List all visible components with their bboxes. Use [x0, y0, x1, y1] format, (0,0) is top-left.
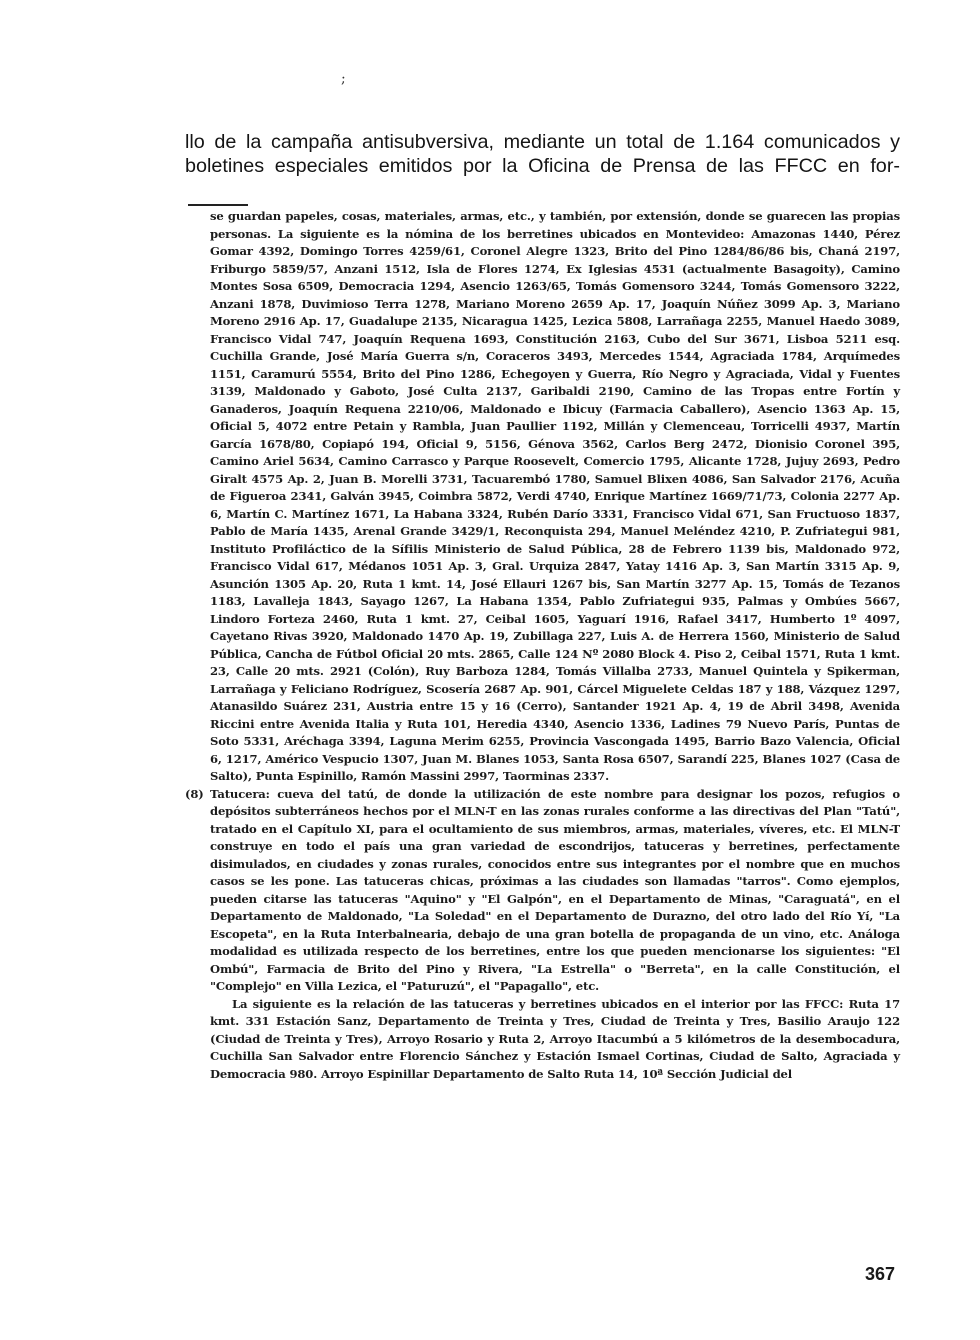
page-number: 367 — [865, 1264, 896, 1284]
footnote-8 — [185, 786, 900, 996]
footnote-rule — [188, 204, 248, 206]
footnote-8-text: Tatucera: cueva del tatú, de donde la utilización de este nombre para designar los pozos, refugios o depósitos subterráneos hechos por el MLN-T en las zonas rurales conforme a las directivas del Plan "Tatú", tratado en el Capítulo XI, para el ocultamiento de sus miembros, armas, materiales, víveres, etc. El MLN-T construye en todo el país una gran variedad de escondrijos, tatuceras y berretines, perfectamente disimulados, en ciudades y zonas rurales, conocidos entre sus integrantes por el nombre que en muchos casos se les pone. Las tatuceras chicas, próximas a las ciudades son llamadas "tarros". Como ejemplos, pueden citarse las tatuceras "Aquino" y "El Galpón", en el Departamento de Minas, "Caraguatá", en el Departamento de Maldonado, "La Soledad" en el Departamento de Durazno, del otro lado del Río Yí, "La Escopeta", en la Ruta Interbalnearia, debajo de una gran botella de propaganda de un vino, etc. Análoga modalidad es utilizada respecto de los berretines, entre los que pueden mencionarse los siguientes: "El Ombú", Farmacia de Brito del Pino y Rivera, "La Estrella" o "Berreta", en la calle Constitución, el "Complejo" en Villa Lezica, el "Paturuzú", el "Papagallo", etc. — [210, 786, 900, 993]
footnote-8-number: (8) — [185, 786, 204, 801]
footnote-8-paragraph-2: La siguiente es la relación de las tatuceras y berretines ubicados en el interior por las FFCC: Ruta 17 kmt. 331 Estación Sanz, Departamento de Treinta y Tres, Ciudad de Treinta y Tres, Basilio Araujo 122 (Ciudad de Treinta y Tres), Arroyo Rosario y Ruta 2, Arroyo Itacumbú a 5 kilómetros de la desembocadura, Cuchilla San Salvador entre Florencio Sánchez y Estación Ismael Cortinas, Ciudad de Salto, Agraciada y Democracia 980. Arroyo Espinillar Departamento de Salto Ruta 14, 10ª Sección Judicial del — [210, 996, 900, 1081]
body-text: llo de la campaña antisubversiva, mediante un total de 1.164 comunicados y boletines especiales emitidos por la Oficina de Prensa de las FFCC en for- — [185, 131, 900, 177]
footnote-continuation: se guardan papeles, cosas, materiales, armas, etc., y también, por extensión, donde se guarecen las propias personas. La siguiente es la nómina de los berretines ubicados en Montevideo: Amazonas 1440, Pérez Gomar 4392, Domingo Torres 4259/61, Coronel Alegre 1323, Brito del Pino 1284/86/86 bis, Chaná 2197, Friburgo 5859/57, Anzani 1512, Isla de Flores 1274, Ex Iglesias 4531 (actualmente Basagoity), Camino Montes Sosa 6509, Democracia 1294, Asencio 1263/65, Tomás Gomensoro 3244, Tomás Gomensoro 3222, Anzani 1878, Duvimioso Terra 1278, Mariano Moreno 2659 Ap. 17, Joaquín Núñez 3099 Ap. 3, Mariano Moreno 2916 Ap. 17, Guadalupe 2135, Nicaragua 1425, Lezica 5808, Larrañaga 2255, Manuel Haedo 3089, Francisco Vidal 747, Joaquín Requena 1693, Constitución 2163, Cubo del Sur 3671, Lisboa 5211 esq. Cuchilla Grande, José María Guerra s/n, Coraceros 3493, Mercedes 1544, Agraciada 1784, Arquímedes 1151, Caramurú 5554, Brito del Pino 1286, Echegoyen y Guerra, Río Negro y Agraciada, Vidal y Fuentes 3139, Maldonado y Gaboto, José Culta 2137, Garibaldi 2190, Camino de las Tropas entre Fortín y Ganaderos, Joaquín Requena 2210/06, Maldonado e Ibicuy (Farmacia Caballero), Asencio 1363 Ap. 15, Oficial 5, 4072 entre Petain y Rambla, Juan Paullier 1192, Millán y Clemenceau, Torricelli 4937, Martín García 1678/80, Copiapó 194, Oficial 9, 5156, Génova 3562, Carlos Berg 2472, Dionisio Coronel 395, Camino Ariel 5634, Camino Carrasco y Parque Roosevelt, Comercio 1795, Alicante 1728, Jujuy 2693, Pedro Giralt 4575 Ap. 2, Juan B. Morelli 3731, Tacuarembó 1780, Samuel Blixen 4086, San Salvador 2176, Acuña de Figueroa 2341, Galván 3945, Coimbra 5872, Verdi 4740, Enrique Martínez 1669/71/73, Colonia 2277 Ap. 6, Martín C. Martínez 1671, La Habana 3324, Rubén Darío 3331, Francisco Vidal 671, San Fructuoso 1837, Pablo de María 1435, Arenal Grande 3429/1, Reconquista 294, Manuel Meléndez 4210, P. Zufriategui 981, Instituto Profiláctico de la Sífilis Ministerio de Salud Pública, 28 de Febrero 1139 bis, Maldonado 972, Francisco Vidal 617, Médanos 1051 Ap. 3, Gral. Urquiza 2847, Yatay 1416 Ap. 3, San Martín 3315 Ap. 9, Asunción 1305 Ap. 20, Ruta 1 kmt. 14, José Ellauri 1267 bis, San Martín 3277 Ap. 15, Tomás de Tezanos 1183, Lavalleja 1843, Sayago 1267, La Habana 1354, Pablo Zufriategui 935, Palmas y Ombúes 5667, Lindoro Forteza 2460, Ruta 1 kmt. 27, Ceibal 1605, Yaguarí 1916, Rafael 3417, Humberto 1º 4097, Cayetano Rivas 3920, Maldonado 1470 Ap. 19, Zubillaga 227, Luis A. de Herrera 1560, Ministerio de Salud Pública, Cancha de Fútbol Oficial 20 mts. 2865, Calle 124 Nº 2080 Block 4. Piso 2, Ceibal 1571, Ruta 1 kmt. 23, Calle 20 mts. 2921 (Colón), Ruy Barboza 1284, Tomás Villalba 2733, Manuel Quintela y Spikerman, Larrañaga y Feliciano Rodríguez, Scosería 2687 Ap. 901, Cárcel Miguelete Celdas 187 y 188, Vázquez 1297, Atanasildo Suárez 231, Austria entre 15 y 16 (Cerro), Santander 1921 Ap. 4, 19 de Abril 3498, Avenida Riccini entre Avenida Italia y Ruta 101, Heredia 4340, Asencio 1336, Ladines 79 Nuevo París, Puntas de Soto 5331, Aréchaga 3394, Laguna Merim 6255, Provincia Vascongada 1495, Barrio Bazo Valencia, Oficial 6, 1217, Américo Vespucio 1307, Juan M. Blanes 1053, Santa Rosa 6507, Sarandí 225, Blanes 1027 (Casa de Salto), Punta Espinillo, Ramón Massini 2997, Taorminas 2337. — [210, 209, 900, 783]
footnotes — [185, 208, 900, 1083]
ink-mark: ; — [341, 71, 346, 87]
